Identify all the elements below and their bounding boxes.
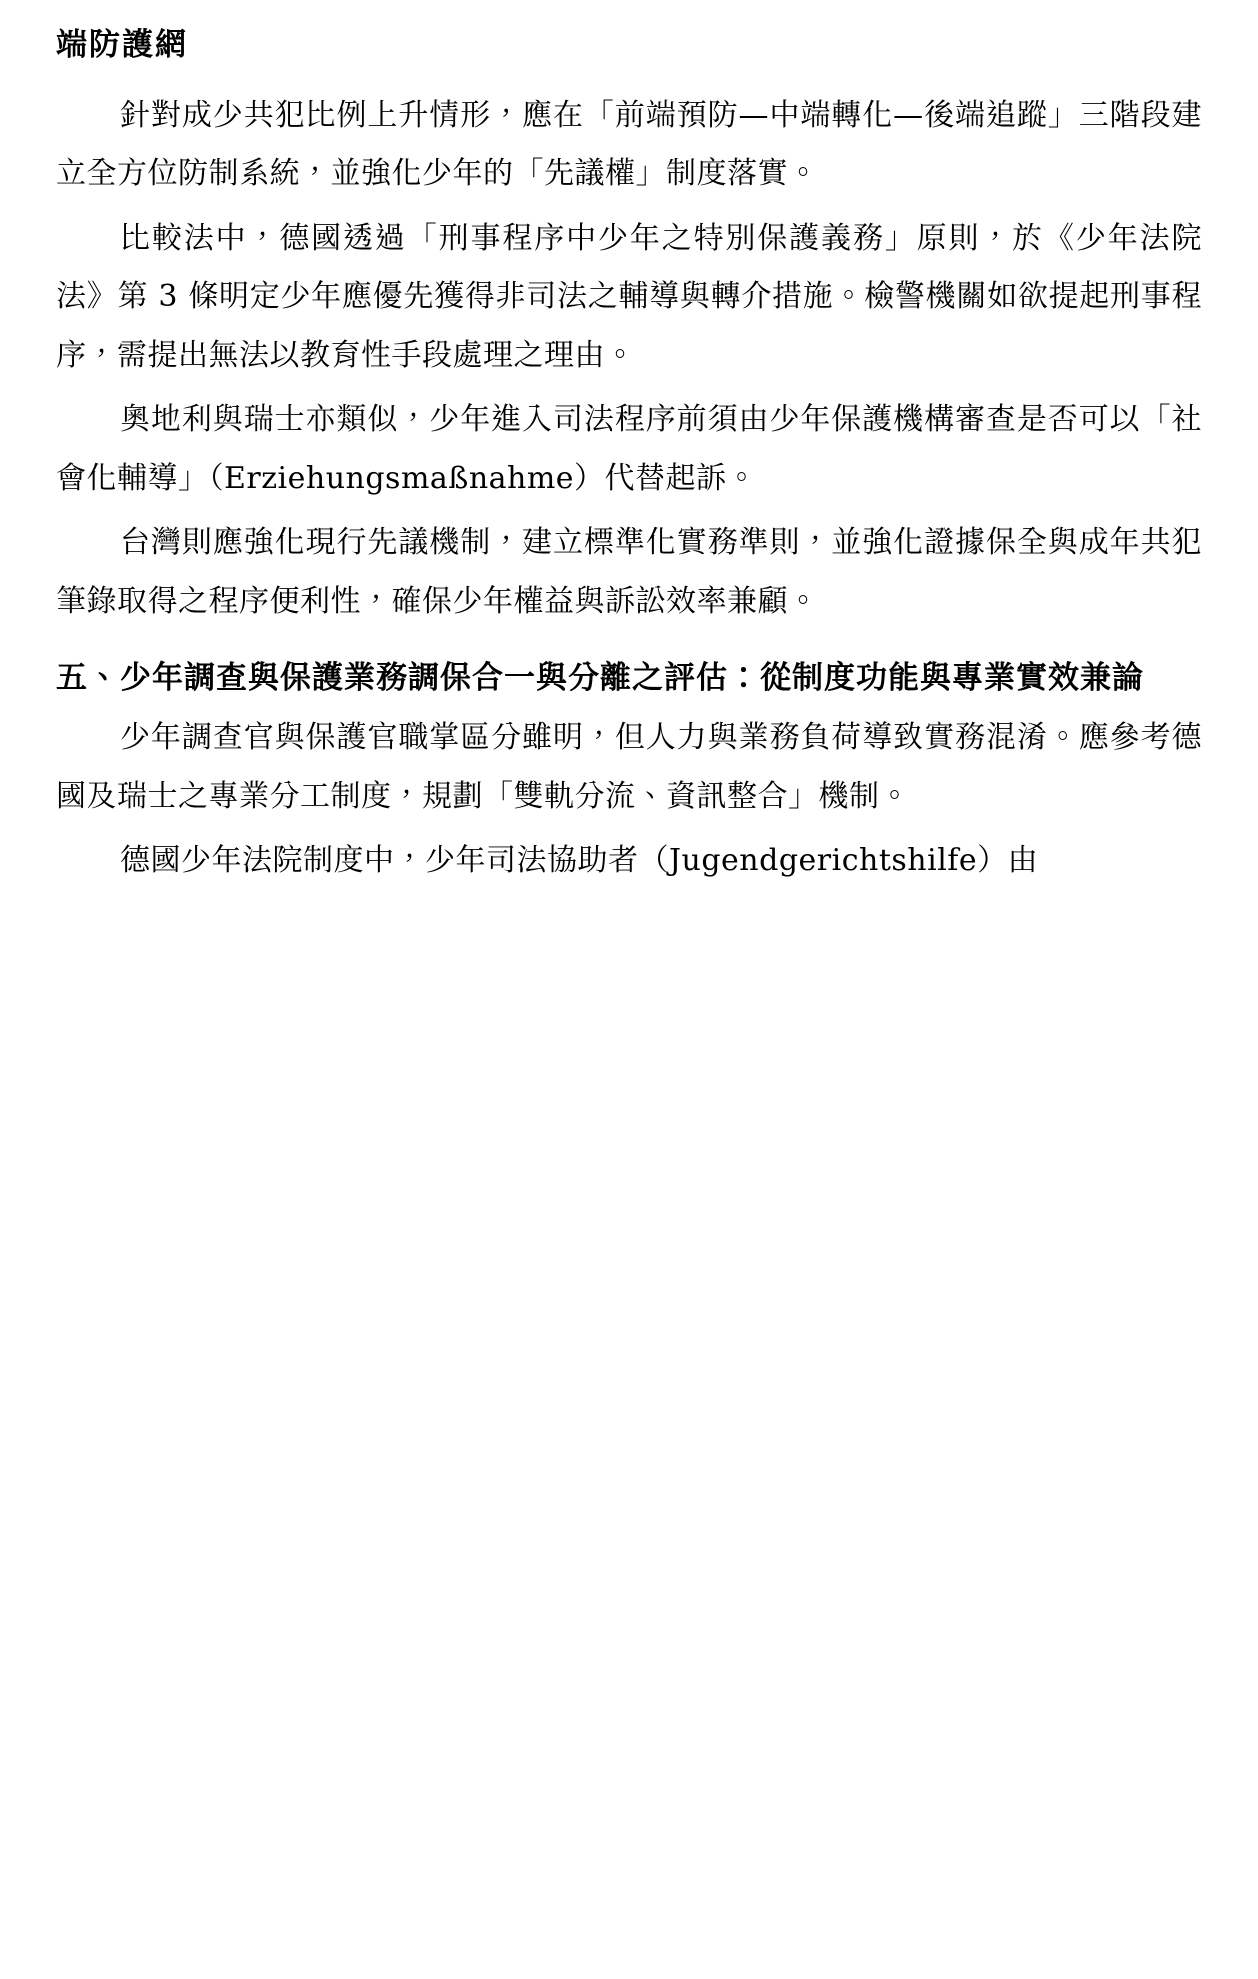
paragraph: 少年調查官與保護官職掌區分雖明，但人力與業務負荷導致實務混淆。應參考德國及瑞士之專業分工制度，規劃「雙軌分流、資訊整合」機制。 [56,720,1202,814]
paragraph: 台灣則應強化現行先議機制，建立標準化實務準則，並強化證據保全與成年共犯筆錄取得之程序便利性，確保少年權益與訴訟效率兼顧。 [56,525,1202,619]
paragraph: 比較法中，德國透過「刑事程序中少年之特別保護義務」原則，於《少年法院法》第 3 條明定少年應優先獲得非司法之輔導與轉介措施。檢警機關如欲提起刑事程序，需提出無法以教育性手段處理之理由。 [56,220,1202,373]
paragraph: 奧地利與瑞士亦類似，少年進入司法程序前須由少年保護機構審查是否可以「社會化輔導」（Erziehungsmaßnahme）代替起訴。 [56,402,1202,496]
section-heading: 五、少年調查與保護業務調保合一與分離之評估：從制度功能與專業實效兼論 [56,660,1144,696]
paragraph: 針對成少共犯比例上升情形，應在「前端預防—中端轉化—後端追蹤」三階段建立全方位防制系統，並強化少年的「先議權」制度落實。 [56,97,1202,191]
continued-heading: 端防護網 [56,27,188,63]
paragraph: 德國少年法院制度中，少年司法協助者（Jugendgerichtshilfe）由 [120,843,1039,879]
